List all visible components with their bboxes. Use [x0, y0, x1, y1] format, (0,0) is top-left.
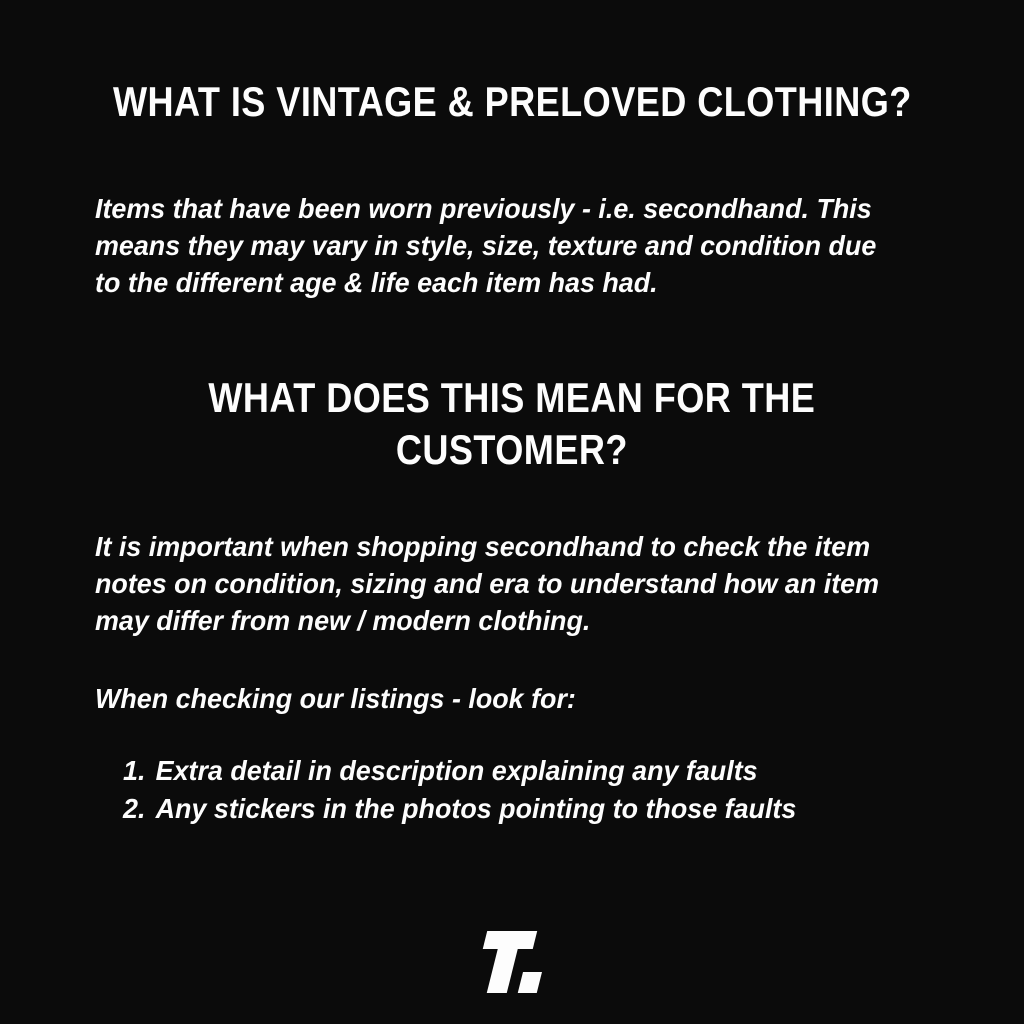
body-line-1: It is important when shopping secondhand to check the item	[95, 531, 871, 562]
logo-t-stem	[487, 948, 518, 993]
page-title-text: WHAT IS VINTAGE & PRELOVED CLOTHING?	[112, 78, 912, 125]
body-line-2: notes on condition, sizing and era to understand how an item	[95, 568, 880, 599]
intro-line-2: means they may vary in style, size, texture and condition due	[95, 230, 877, 261]
list-item	[123, 752, 796, 790]
subtitle-line-1: WHAT DOES THIS MEAN FOR THE	[208, 374, 816, 421]
intro-paragraph	[95, 190, 876, 301]
body-line-3: may differ from new / modern clothing.	[95, 605, 591, 636]
list-item-text: Extra detail in description explaining any faults	[155, 755, 758, 786]
list-item	[123, 790, 796, 828]
subtitle-line-2: CUSTOMER?	[396, 426, 628, 473]
brand-logo-t-icon	[472, 931, 552, 993]
list-item-number: 1.	[123, 755, 146, 786]
page-title	[0, 76, 1024, 128]
fault-checklist	[123, 752, 796, 828]
body-paragraph	[95, 528, 879, 639]
logo-t-bar	[483, 931, 537, 949]
intro-line-3: to the different age & life each item has had.	[95, 267, 658, 298]
listing-intro-text: When checking our listings - look for:	[95, 683, 576, 714]
list-item-number: 2.	[123, 793, 146, 824]
intro-line-1: Items that have been worn previously - i.e. secondhand. This	[95, 193, 872, 224]
logo-period-dot	[518, 972, 542, 993]
list-item-text: Any stickers in the photos pointing to those faults	[155, 793, 797, 824]
section-subtitle	[0, 372, 1024, 476]
